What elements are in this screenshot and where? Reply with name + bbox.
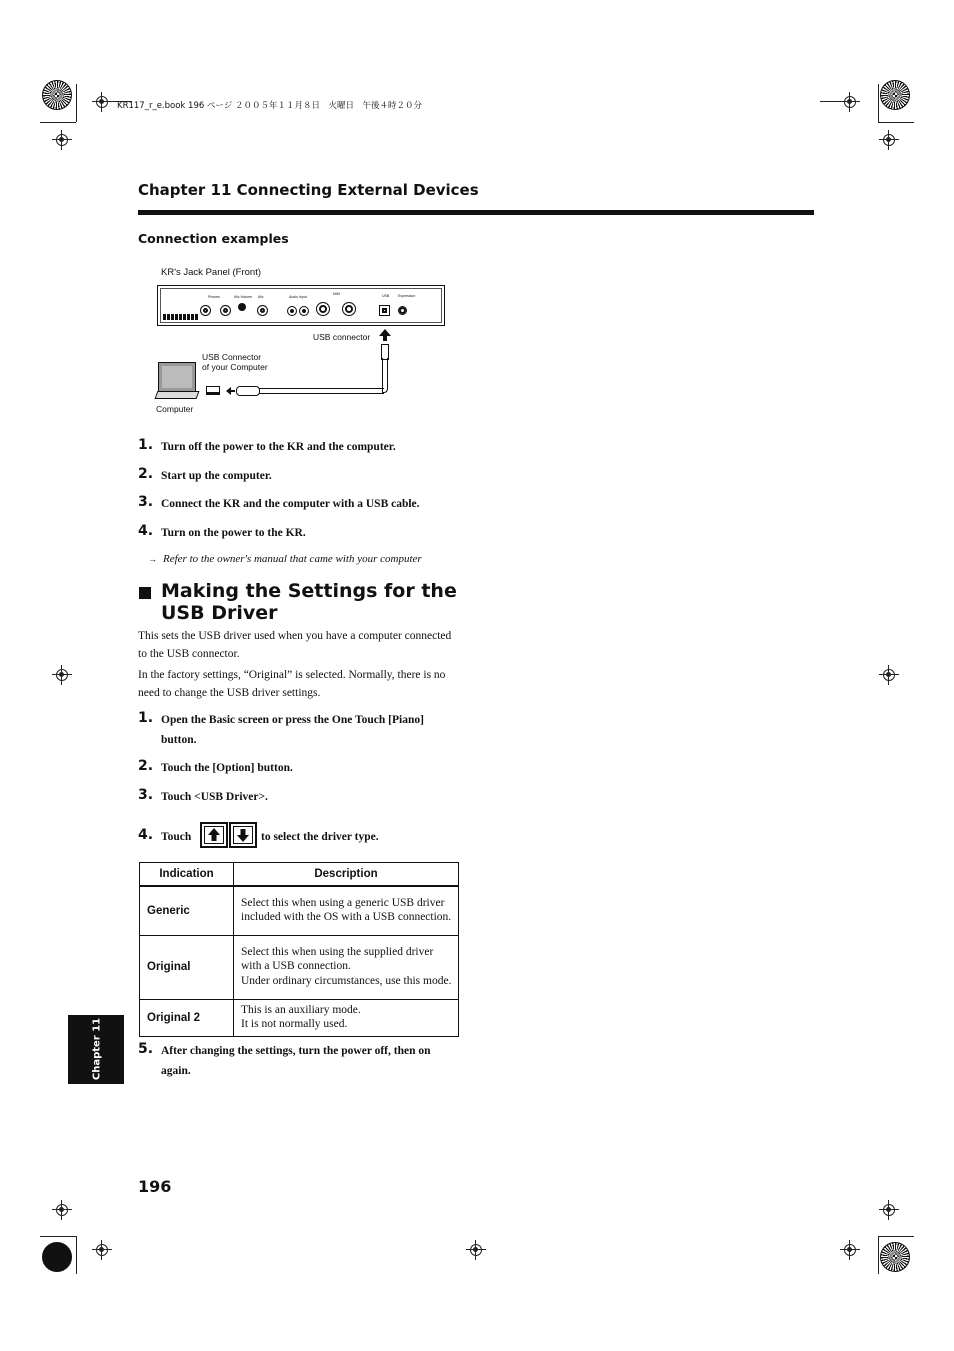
step-number: 2. <box>138 466 154 482</box>
usb-step-3 <box>138 787 268 807</box>
laptop-base <box>155 391 200 399</box>
step-number: 1. <box>138 710 154 726</box>
usb-factory-paragraph: In the factory settings, “Original” is selected. Normally, there is no need to change the USB driver settings. <box>138 669 446 699</box>
table-cell-indication: Generic <box>140 886 234 935</box>
usb-intro-paragraph: This sets the USB driver used when you have a computer connected to the USB connector. <box>138 630 452 660</box>
panel-caption: KR's Jack Panel (Front) <box>161 267 262 278</box>
up-arrow-icon <box>379 329 391 336</box>
step-text-line2: button. <box>161 734 197 746</box>
phones-jack <box>220 305 231 316</box>
connection-step-3 <box>138 494 420 514</box>
step-number: 1. <box>138 437 154 453</box>
usb-step-5 <box>138 1041 431 1081</box>
usb-cable-plug <box>236 386 260 396</box>
page-number: 196 <box>138 1177 172 1196</box>
description-line: It is not normally used. <box>241 1018 348 1030</box>
registration-sunburst-top-left <box>42 80 72 110</box>
heading-line-1: Making the Settings for the <box>161 580 457 602</box>
step-text: Touch the [Option] button. <box>161 762 293 774</box>
step-number: 4. <box>138 827 154 843</box>
right-arrow-icon: → <box>148 554 157 564</box>
crop-line <box>878 122 914 123</box>
step-text-line2: again. <box>161 1065 191 1077</box>
step-text: Turn off the power to the KR and the computer. <box>161 441 396 453</box>
crop-line <box>820 101 860 102</box>
step-text-pre: Touch <box>161 831 192 843</box>
phones-jack <box>200 305 211 316</box>
step-number: 5. <box>138 1041 154 1057</box>
step-text: Touch <USB Driver>. <box>161 791 268 803</box>
crop-line <box>76 84 77 122</box>
crop-line <box>878 1236 914 1237</box>
usb-step-1 <box>138 710 424 750</box>
expression-jack <box>398 306 407 315</box>
panel-label-mic: Mic <box>258 295 264 299</box>
mic-volume-knob <box>238 303 246 311</box>
step-number: 2. <box>138 758 154 774</box>
table-row <box>140 886 459 935</box>
table-cell-description: Select this when using a generic USB driver included with the OS with a USB connection. <box>234 886 459 935</box>
section-bullet-square <box>139 587 151 599</box>
crop-line <box>40 1236 76 1237</box>
registration-sunburst-bottom-right <box>880 1242 910 1272</box>
step-text-line1: Open the Basic screen or press the One Touch [Piano] <box>161 714 424 726</box>
usb-driver-table <box>139 862 459 1037</box>
scroll-up-button[interactable] <box>200 822 228 848</box>
panel-label-audio-input: Audio Input <box>289 295 307 299</box>
usb-connector-label: USB connector <box>313 332 371 342</box>
connection-step-2 <box>138 466 272 486</box>
logo-strip <box>163 314 199 320</box>
step-text: Turn on the power to the KR. <box>161 527 306 539</box>
crop-line <box>40 122 76 123</box>
reference-note-text: Refer to the owner's manual that came with your computer <box>163 553 422 565</box>
usb-step-2 <box>138 758 293 778</box>
table-cell-indication: Original <box>140 935 234 999</box>
description-line: Under ordinary circumstances, use this mode. <box>241 974 452 987</box>
heading-line-2: USB Driver <box>161 601 278 624</box>
computer-usb-port <box>206 386 220 395</box>
crop-line <box>878 1236 879 1274</box>
left-arrow-icon-stem <box>231 390 235 392</box>
chapter-title: Chapter 11 Connecting External Devices <box>138 181 479 199</box>
usb-port <box>379 305 390 316</box>
description-line: Select this when using the supplied driver with a USB connection. <box>241 945 434 973</box>
table-cell-description <box>234 935 459 999</box>
step-text <box>161 1041 431 1081</box>
computer-connector-label <box>202 353 268 372</box>
chapter-side-tab <box>68 1015 124 1084</box>
connection-step-4 <box>138 523 306 543</box>
usb-step-4 <box>138 827 191 847</box>
panel-label-expression: Expression <box>398 294 416 298</box>
table-cell-description <box>234 999 459 1036</box>
down-arrow-icon <box>231 824 255 846</box>
jack-panel-diagram <box>157 285 445 326</box>
table-header-description: Description <box>234 863 459 887</box>
step-text <box>161 710 424 750</box>
panel-label-midi: MIDI <box>333 292 341 296</box>
step-number: 4. <box>138 523 154 539</box>
mic-jack <box>257 305 268 316</box>
table-row <box>140 935 459 999</box>
table-header-indication: Indication <box>140 863 234 887</box>
laptop-computer-icon <box>156 362 196 402</box>
chapter-side-tab-label: Chapter 11 <box>91 1017 103 1081</box>
computer-connector-label-line1: USB Connector <box>202 352 262 362</box>
computer-connector-label-line2: of your Computer <box>202 361 268 372</box>
panel-label-usb: USB <box>382 294 390 298</box>
panel-label-mic-volume: Mic Volume <box>234 295 253 299</box>
step-text-line1: After changing the settings, turn the power off, then on <box>161 1045 431 1057</box>
crop-line <box>878 84 879 122</box>
crop-line <box>76 1236 77 1274</box>
table-row <box>140 999 459 1036</box>
step-text: Connect the KR and the computer with a USB cable. <box>161 498 420 510</box>
up-arrow-icon <box>202 824 226 846</box>
file-info-header: KR117_r_e.book 196 ページ ２００５年１１月８日 火曜日 午後４時２０分 <box>117 101 423 111</box>
laptop-screen <box>158 362 196 392</box>
midi-out-port <box>316 302 330 316</box>
step-number: 3. <box>138 787 154 803</box>
audio-input-jack <box>299 306 309 316</box>
description-line: This is an auxiliary mode. <box>241 1003 361 1016</box>
midi-in-port <box>342 302 356 316</box>
section-title-connection-examples: Connection examples <box>138 231 289 246</box>
panel-label-phones: Phones <box>208 295 220 299</box>
step-text: Start up the computer. <box>161 470 272 482</box>
usb-step-4-post <box>261 827 379 847</box>
scroll-down-button[interactable] <box>229 822 257 848</box>
computer-label: Computer <box>156 404 194 414</box>
chapter-rule <box>138 210 814 215</box>
connection-step-1 <box>138 437 396 457</box>
up-arrow-icon-stem <box>383 336 387 341</box>
table-cell-indication: Original 2 <box>140 999 234 1036</box>
usb-cable <box>258 388 384 394</box>
registration-sunburst-top-right <box>880 80 910 110</box>
step-number: 3. <box>138 494 154 510</box>
reference-note <box>148 553 422 565</box>
step-text-post: to select the driver type. <box>261 831 379 843</box>
registration-sunburst-bottom-left <box>42 1242 72 1272</box>
audio-input-jack <box>287 306 297 316</box>
table-header-row <box>140 863 459 887</box>
section-heading-usb-driver <box>161 581 457 624</box>
